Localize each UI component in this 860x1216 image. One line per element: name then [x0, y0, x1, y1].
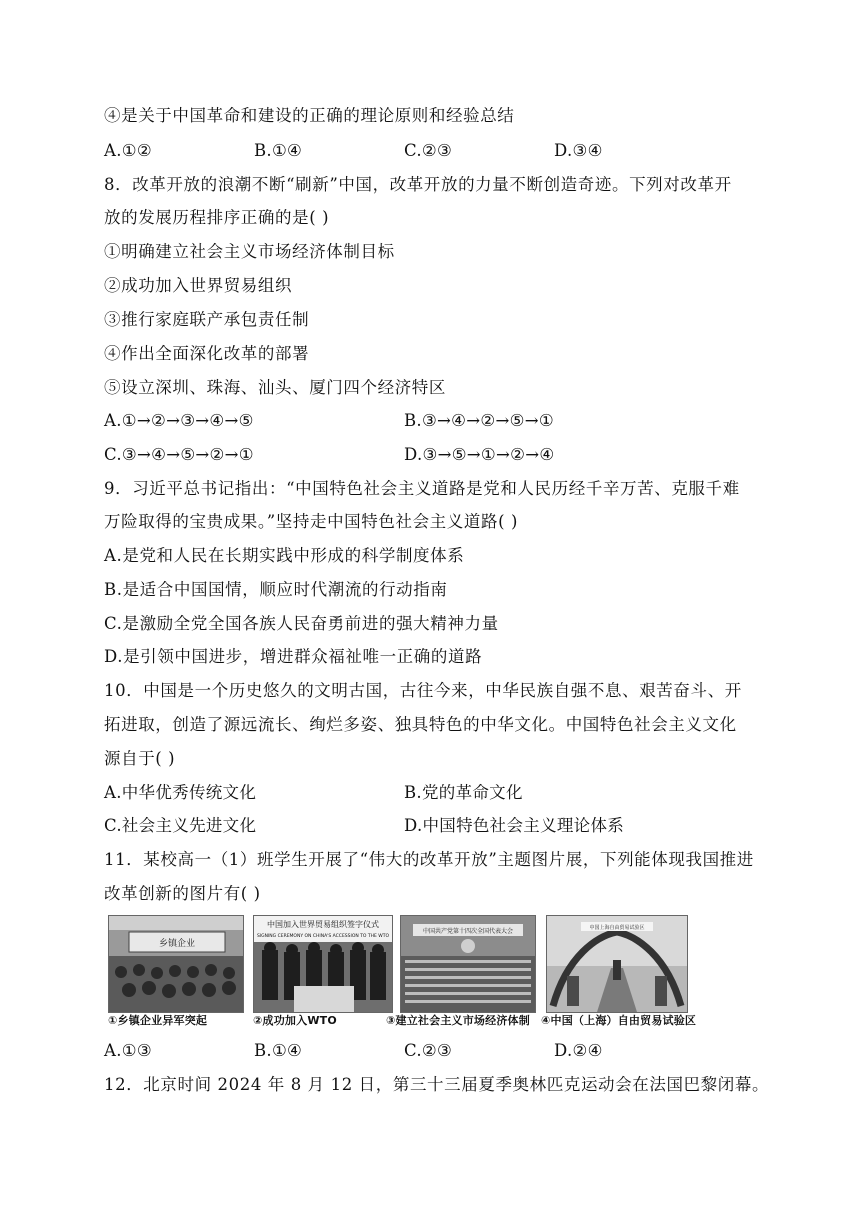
q10-stem-line-1: 10．中国是一个历史悠久的文明古国，古往今来，中华民族自强不息、艰苦奋斗、开 — [104, 681, 742, 700]
photo-2-banner: 中国加入世界贸易组织签字仪式 — [267, 920, 379, 929]
q10-option-c: C.社会主义先进文化 — [104, 816, 257, 835]
photo-2-banner-en: SIGNING CEREMONY ON CHINA'S ACCESSION TO THE WTO — [256, 934, 390, 939]
q9-stem-line-1: 9．习近平总书记指出：“中国特色社会主义道路是党和人民历经千辛万苦、克服千难 — [104, 479, 740, 498]
photo-wto-accession-image — [254, 916, 392, 1012]
q7-option-b: B.①④ — [254, 141, 303, 160]
q10-option-b: B.党的革命文化 — [404, 783, 523, 802]
q8-option-c: C.③→④→⑤→②→① — [104, 445, 254, 464]
photo-4-banner: 中国上海自由贸易试验区 — [589, 925, 645, 931]
q7-option-d: D.③④ — [554, 141, 603, 160]
q9-option-c: C.是激励全党全国各族人民奋勇前进的强大精神力量 — [104, 614, 499, 633]
q8-option-a: A.①→②→③→④→⑤ — [104, 411, 254, 430]
q7-option-c: C.②③ — [404, 141, 453, 160]
q11-option-b: B.①④ — [254, 1041, 303, 1060]
q7-option-a: A.①② — [104, 141, 152, 160]
q11-option-c: C.②③ — [404, 1041, 453, 1060]
q8-item-4: ④作出全面深化改革的部署 — [104, 344, 310, 363]
photo-party-congress — [400, 915, 536, 1013]
q11-stem-line-1: 11．某校高一（1）班学生开展了“伟大的改革开放”主题图片展，下列能体现我国推进 — [104, 850, 754, 869]
photo-party-congress-image — [401, 916, 535, 1012]
q8-item-2: ②成功加入世界贸易组织 — [104, 276, 293, 295]
q8-stem-line-1: 8．改革开放的浪潮不断“刷新”中国，改革开放的力量不断创造奇迹。下列对改革开 — [104, 175, 732, 194]
q10-option-d: D.中国特色社会主义理论体系 — [404, 816, 625, 835]
photo-township-enterprises-image — [109, 916, 243, 1012]
photo-shanghai-ftz-image — [547, 916, 687, 1012]
photo-3-caption: ③建立社会主义市场经济体制 — [386, 1014, 530, 1027]
q11-option-a: A.①③ — [104, 1041, 152, 1060]
q10-stem-line-2: 拓进取，创造了源远流长、绚烂多姿、独具特色的中华文化。中国特色社会主义文化 — [104, 715, 737, 734]
q8-item-1: ①明确建立社会主义市场经济体制目标 — [104, 242, 395, 261]
photo-3-banner: 中国共产党第十四次全国代表大会 — [422, 928, 514, 935]
q12-stem-line-1: 12．北京时间 2024 年 8 月 12 日，第三十三届夏季奥林匹克运动会在法国巴黎闭幕。 — [104, 1075, 770, 1094]
q9-option-b: B.是适合中国国情，顺应时代潮流的行动指南 — [104, 580, 448, 599]
q9-stem-line-2: 万险取得的宝贵成果。”坚持走中国特色社会主义道路( ) — [104, 512, 519, 531]
photo-shanghai-ftz — [546, 915, 688, 1013]
photo-wto-accession — [253, 915, 393, 1013]
photo-2-caption: ②成功加入WTO — [253, 1014, 337, 1027]
q7-item-4: ④是关于中国革命和建设的正确的理论原则和经验总结 — [104, 106, 515, 125]
photo-township-enterprises — [108, 915, 244, 1013]
q10-option-a: A.中华优秀传统文化 — [104, 783, 257, 802]
photo-1-caption: ①乡镇企业异军突起 — [108, 1014, 208, 1027]
q8-option-d: D.③→⑤→①→②→④ — [404, 445, 555, 464]
q9-option-d: D.是引领中国进步，增进群众福祉唯一正确的道路 — [104, 647, 483, 666]
q8-item-3: ③推行家庭联产承包责任制 — [104, 310, 310, 329]
q8-item-5: ⑤设立深圳、珠海、汕头、厦门四个经济特区 — [104, 378, 446, 397]
q11-option-d: D.②④ — [554, 1041, 603, 1060]
q8-option-b: B.③→④→②→⑤→① — [404, 411, 554, 430]
q11-stem-line-2: 改革创新的图片有( ) — [104, 884, 261, 903]
q8-stem-line-2: 放的发展历程排序正确的是( ) — [104, 208, 330, 227]
q9-option-a: A.是党和人民在长期实践中形成的科学制度体系 — [104, 546, 465, 565]
photo-4-caption: ④中国（上海）自由贸易试验区 — [541, 1014, 697, 1027]
photo-1-banner: 乡镇企业 — [158, 939, 196, 949]
q10-stem-line-3: 源自于( ) — [104, 749, 176, 768]
